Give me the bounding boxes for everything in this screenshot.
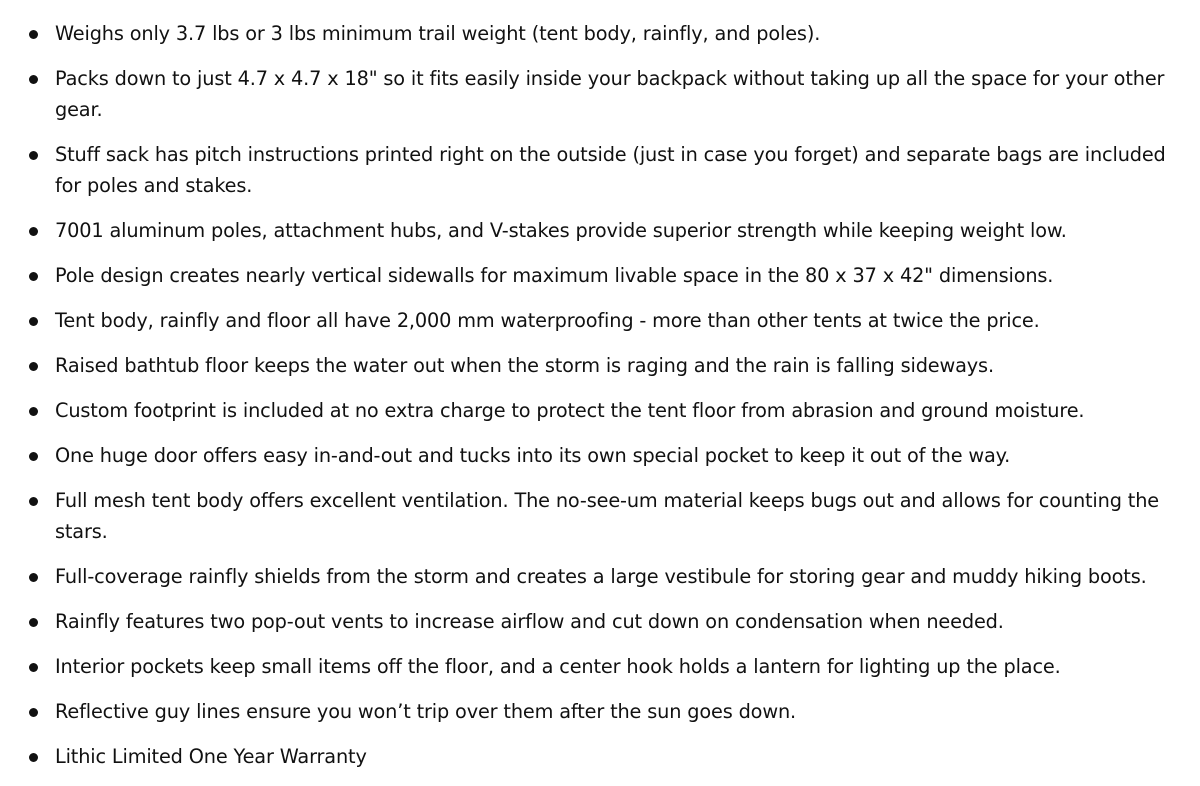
list-item-text: One huge door offers easy in-and-out and tucks into its own special pocket to keep it out of the way.: [55, 444, 1011, 467]
bullet-icon: [29, 30, 38, 39]
bullet-icon: [29, 708, 38, 717]
list-item: [0, 139, 1200, 201]
list-item-text: Weighs only 3.7 lbs or 3 lbs minimum trail weight (tent body, rainfly, and poles).: [55, 22, 821, 45]
list-item-text: Full-coverage rainfly shields from the storm and creates a large vestibule for storing gear and muddy hiking boots.: [55, 565, 1147, 588]
list-item: [0, 561, 1200, 592]
list-item-text: Stuff sack has pitch instructions printed right on the outside (just in case you forget) and separate bags are included for poles and stakes.: [55, 143, 1166, 197]
list-item: [0, 305, 1200, 336]
list-item-text: Rainfly features two pop-out vents to increase airflow and cut down on condensation when needed.: [55, 610, 1004, 633]
list-item-text: Raised bathtub floor keeps the water out when the storm is raging and the rain is falling sideways.: [55, 354, 994, 377]
feature-list: [0, 18, 1200, 786]
list-item: [0, 18, 1200, 49]
list-item-text: Custom footprint is included at no extra charge to protect the tent floor from abrasion and ground moisture.: [55, 399, 1085, 422]
list-item: [0, 741, 1200, 772]
list-item-text: Reflective guy lines ensure you won’t trip over them after the sun goes down.: [55, 700, 796, 723]
list-item: [0, 606, 1200, 637]
list-item-text: Full mesh tent body offers excellent ventilation. The no-see-um material keeps bugs out and allows for counting the stars.: [55, 489, 1159, 543]
bullet-icon: [29, 497, 38, 506]
bullet-icon: [29, 452, 38, 461]
list-item: [0, 651, 1200, 682]
list-item: [0, 395, 1200, 426]
bullet-icon: [29, 317, 38, 326]
list-item-text: Pole design creates nearly vertical sidewalls for maximum livable space in the 80 x 37 x 42" dimensions.: [55, 264, 1054, 287]
list-item: [0, 696, 1200, 727]
bullet-icon: [29, 573, 38, 582]
list-item: [0, 63, 1200, 125]
bullet-icon: [29, 618, 38, 627]
bullet-icon: [29, 663, 38, 672]
list-item: [0, 260, 1200, 291]
bullet-icon: [29, 75, 38, 84]
bullet-icon: [29, 272, 38, 281]
list-item-text: Tent body, rainfly and floor all have 2,000 mm waterproofing - more than other tents at twice the price.: [55, 309, 1040, 332]
bullet-icon: [29, 362, 38, 371]
bullet-icon: [29, 753, 38, 762]
list-item-text: Lithic Limited One Year Warranty: [55, 745, 367, 768]
list-item: [0, 350, 1200, 381]
list-item: [0, 440, 1200, 471]
bullet-icon: [29, 227, 38, 236]
bullet-icon: [29, 407, 38, 416]
list-item-text: Packs down to just 4.7 x 4.7 x 18" so it fits easily inside your backpack without taking up all the space for your other gear.: [55, 67, 1165, 121]
list-item-text: Interior pockets keep small items off the floor, and a center hook holds a lantern for lighting up the place.: [55, 655, 1061, 678]
list-item-text: 7001 aluminum poles, attachment hubs, and V-stakes provide superior strength while keeping weight low.: [55, 219, 1067, 242]
list-item: [0, 215, 1200, 246]
bullet-icon: [29, 151, 38, 160]
list-item: [0, 485, 1200, 547]
